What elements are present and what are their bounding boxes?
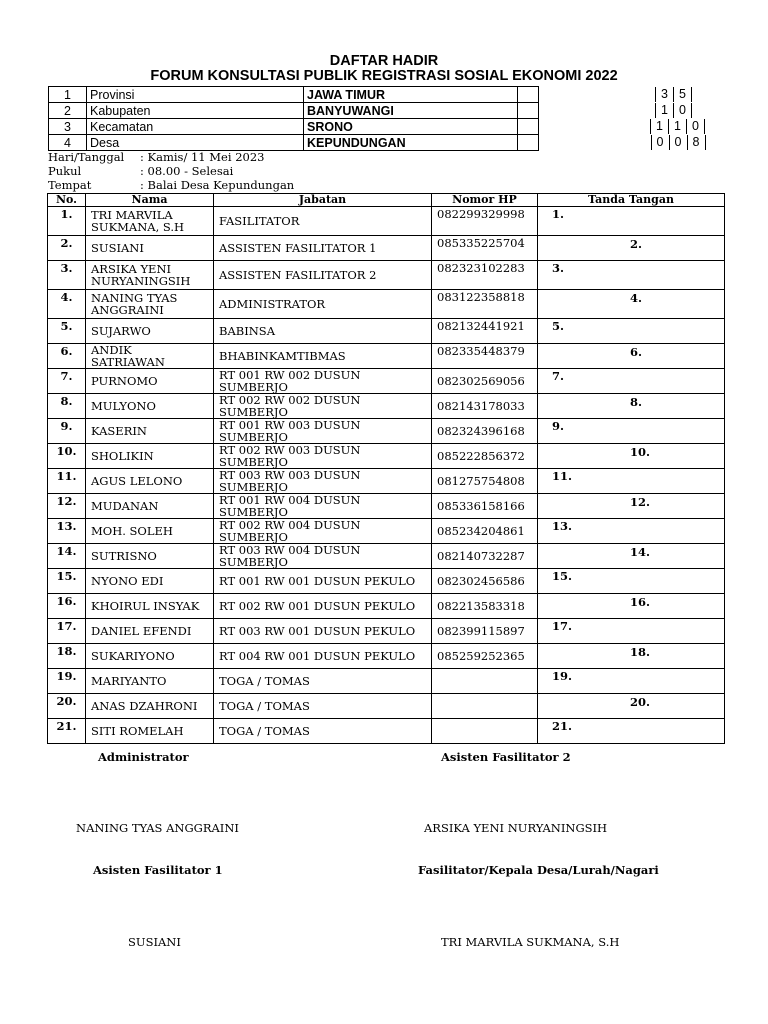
row-no: 13.	[48, 519, 86, 544]
row-nama: ARSIKA YENI NURYANINGSIH	[86, 261, 214, 290]
signature-number: 16.	[630, 595, 651, 609]
header-hp: Nomor HP	[432, 194, 538, 207]
row-hp	[432, 719, 538, 744]
row-jabatan: RT 003 RW 004 DUSUN SUMBERJO	[214, 544, 432, 569]
row-signature	[538, 419, 725, 444]
region-no: 3	[49, 119, 87, 135]
row-jabatan: ADMINISTRATOR	[214, 290, 432, 319]
row-jabatan: RT 001 RW 002 DUSUN SUMBERJO	[214, 369, 432, 394]
row-no: 3.	[48, 261, 86, 290]
row-hp: 082302569056	[432, 369, 538, 394]
row-nama: MOH. SOLEH	[86, 519, 214, 544]
row-nama: SUKARIYONO	[86, 644, 214, 669]
row-jabatan: ASSISTEN FASILITATOR 2	[214, 261, 432, 290]
table-row	[48, 319, 725, 344]
region-code-digit: 8	[687, 135, 706, 150]
header-no: No.	[48, 194, 86, 207]
table-row	[48, 261, 725, 290]
row-jabatan: RT 001 RW 003 DUSUN SUMBERJO	[214, 419, 432, 444]
row-no: 18.	[48, 644, 86, 669]
table-row	[48, 369, 725, 394]
row-nama: PURNOMO	[86, 369, 214, 394]
region-code-digit: 0	[673, 103, 692, 118]
row-hp: 082143178033	[432, 394, 538, 419]
table-row	[48, 594, 725, 619]
table-row	[48, 619, 725, 644]
table-row	[48, 544, 725, 569]
row-signature	[538, 519, 725, 544]
table-row	[48, 669, 725, 694]
row-no: 20.	[48, 694, 86, 719]
row-no: 21.	[48, 719, 86, 744]
table-row	[48, 494, 725, 519]
row-nama: KASERIN	[86, 419, 214, 444]
region-spacer	[518, 87, 539, 103]
row-jabatan: RT 001 RW 001 DUSUN PEKULO	[214, 569, 432, 594]
row-no: 10.	[48, 444, 86, 469]
row-hp	[432, 694, 538, 719]
attendance-header	[48, 194, 725, 207]
footer-name-admin: NANING TYAS ANGGRAINI	[76, 821, 239, 835]
row-signature	[538, 544, 725, 569]
row-nama: AGUS LELONO	[86, 469, 214, 494]
row-signature	[538, 594, 725, 619]
row-signature	[538, 319, 725, 344]
signature-number: 21.	[552, 719, 573, 733]
region-value: SRONO	[304, 119, 518, 135]
table-row	[48, 290, 725, 319]
region-value: KEPUNDUNGAN	[304, 135, 518, 151]
row-no: 5.	[48, 319, 86, 344]
row-nama: SUJARWO	[86, 319, 214, 344]
table-row	[48, 469, 725, 494]
table-row	[48, 344, 725, 369]
region-code-digit: 5	[673, 87, 692, 102]
row-jabatan: RT 002 RW 002 DUSUN SUMBERJO	[214, 394, 432, 419]
info-time	[48, 165, 233, 178]
region-row	[49, 135, 706, 151]
region-label: Kecamatan	[87, 119, 304, 135]
region-value: JAWA TIMUR	[304, 87, 518, 103]
row-signature	[538, 669, 725, 694]
signature-number: 3.	[552, 261, 565, 275]
row-nama: MARIYANTO	[86, 669, 214, 694]
row-nama: TRI MARVILA SUKMANA, S.H	[86, 207, 214, 236]
row-hp: 082335448379	[432, 344, 538, 369]
row-jabatan: RT 004 RW 001 DUSUN PEKULO	[214, 644, 432, 669]
row-no: 14.	[48, 544, 86, 569]
footer-role-asst1: Asisten Fasilitator 1	[93, 863, 223, 877]
row-jabatan: TOGA / TOMAS	[214, 694, 432, 719]
row-no: 11.	[48, 469, 86, 494]
signature-number: 15.	[552, 569, 573, 583]
row-hp: 085336158166	[432, 494, 538, 519]
region-row	[49, 119, 706, 135]
row-signature	[538, 344, 725, 369]
row-nama: DANIEL EFENDI	[86, 619, 214, 644]
region-no: 2	[49, 103, 87, 119]
row-nama: ANAS DZAHRONI	[86, 694, 214, 719]
row-jabatan: TOGA / TOMAS	[214, 719, 432, 744]
row-signature	[538, 619, 725, 644]
row-hp: 082324396168	[432, 419, 538, 444]
footer-name-asst2: ARSIKA YENI NURYANINGSIH	[424, 821, 608, 835]
row-signature	[538, 644, 725, 669]
row-hp: 082399115897	[432, 619, 538, 644]
row-no: 12.	[48, 494, 86, 519]
signature-number: 4.	[630, 291, 643, 305]
row-jabatan: RT 002 RW 001 DUSUN PEKULO	[214, 594, 432, 619]
row-signature	[538, 290, 725, 319]
row-hp: 082299329998	[432, 207, 538, 236]
signature-number: 18.	[630, 645, 651, 659]
info-place-label: Tempat	[48, 178, 92, 192]
document-title: DAFTAR HADIR	[329, 53, 439, 69]
signature-number: 9.	[552, 419, 565, 433]
row-jabatan: BHABINKAMTIBMAS	[214, 344, 432, 369]
row-signature	[538, 207, 725, 236]
signature-number: 17.	[552, 619, 573, 633]
row-hp: 085259252365	[432, 644, 538, 669]
footer-role-fasil: Fasilitator/Kepala Desa/Lurah/Nagari	[418, 863, 659, 877]
info-date-label: Hari/Tanggal	[48, 150, 125, 164]
signature-number: 14.	[630, 545, 651, 559]
signature-number: 8.	[630, 395, 643, 409]
signature-number: 13.	[552, 519, 573, 533]
row-nama: SUTRISNO	[86, 544, 214, 569]
region-spacer	[518, 119, 539, 135]
region-code-digit: 0	[686, 119, 705, 134]
row-jabatan: RT 002 RW 004 DUSUN SUMBERJO	[214, 519, 432, 544]
row-hp: 085222856372	[432, 444, 538, 469]
region-code-digit: 1	[668, 119, 686, 134]
region-code-digit: 1	[650, 119, 668, 134]
header-nama: Nama	[86, 194, 214, 207]
row-hp: 082323102283	[432, 261, 538, 290]
table-row	[48, 236, 725, 261]
row-jabatan: ASSISTEN FASILITATOR 1	[214, 236, 432, 261]
row-hp	[432, 669, 538, 694]
row-signature	[538, 494, 725, 519]
signature-number: 12.	[630, 495, 651, 509]
row-no: 4.	[48, 290, 86, 319]
row-jabatan: RT 002 RW 003 DUSUN SUMBERJO	[214, 444, 432, 469]
row-hp: 081275754808	[432, 469, 538, 494]
row-no: 6.	[48, 344, 86, 369]
row-signature	[538, 469, 725, 494]
row-nama: KHOIRUL INSYAK	[86, 594, 214, 619]
footer-role-asst2: Asisten Fasilitator 2	[441, 750, 571, 764]
row-no: 2.	[48, 236, 86, 261]
region-spacer	[518, 103, 539, 119]
signature-number: 19.	[552, 669, 573, 683]
row-no: 7.	[48, 369, 86, 394]
info-time-value: : 08.00 - Selesai	[140, 164, 234, 178]
document-subtitle: FORUM KONSULTASI PUBLIK REGISTRASI SOSIAL EKONOMI 2022	[150, 68, 618, 84]
row-hp: 085335225704	[432, 236, 538, 261]
attendance-table	[47, 193, 725, 744]
region-spacer	[518, 135, 539, 151]
signature-number: 10.	[630, 445, 651, 459]
row-jabatan: RT 001 RW 004 DUSUN SUMBERJO	[214, 494, 432, 519]
row-nama: ANDIK SATRIAWAN	[86, 344, 214, 369]
region-code-digit: 1	[655, 103, 673, 118]
info-place-value: : Balai Desa Kepundungan	[140, 178, 295, 192]
info-date	[48, 151, 264, 164]
signature-number: 1.	[552, 207, 565, 221]
region-row	[49, 103, 706, 119]
row-no: 16.	[48, 594, 86, 619]
header-jabatan: Jabatan	[214, 194, 432, 207]
row-signature	[538, 394, 725, 419]
region-code	[538, 103, 705, 119]
region-no: 1	[49, 87, 87, 103]
row-signature	[538, 236, 725, 261]
table-row	[48, 644, 725, 669]
row-no: 1.	[48, 207, 86, 236]
row-no: 9.	[48, 419, 86, 444]
row-signature	[538, 719, 725, 744]
row-hp: 082302456586	[432, 569, 538, 594]
row-jabatan: BABINSA	[214, 319, 432, 344]
footer-name-fasil: TRI MARVILA SUKMANA, S.H	[441, 935, 620, 949]
row-nama: MUDANAN	[86, 494, 214, 519]
row-no: 8.	[48, 394, 86, 419]
row-hp: 082132441921	[432, 319, 538, 344]
region-code-digit: 0	[669, 135, 687, 150]
row-hp: 082140732287	[432, 544, 538, 569]
row-nama: SITI ROMELAH	[86, 719, 214, 744]
row-hp: 083122358818	[432, 290, 538, 319]
row-hp: 082213583318	[432, 594, 538, 619]
signature-number: 20.	[630, 695, 651, 709]
region-no: 4	[49, 135, 87, 151]
table-row	[48, 419, 725, 444]
region-row	[49, 87, 706, 103]
info-date-value: : Kamis/ 11 Mei 2023	[140, 150, 265, 164]
signature-number: 6.	[630, 345, 643, 359]
table-row	[48, 694, 725, 719]
table-row	[48, 569, 725, 594]
region-code-digit: 0	[651, 135, 669, 150]
row-nama: SHOLIKIN	[86, 444, 214, 469]
row-jabatan: RT 003 RW 003 DUSUN SUMBERJO	[214, 469, 432, 494]
row-signature	[538, 369, 725, 394]
region-code	[538, 135, 705, 151]
table-row	[48, 394, 725, 419]
signature-number: 5.	[552, 319, 565, 333]
row-nama: NYONO EDI	[86, 569, 214, 594]
row-jabatan: TOGA / TOMAS	[214, 669, 432, 694]
region-code-digit: 3	[655, 87, 673, 102]
row-nama: NANING TYAS ANGGRAINI	[86, 290, 214, 319]
info-place	[48, 179, 294, 192]
region-code	[538, 87, 705, 103]
signature-number: 11.	[552, 469, 573, 483]
row-no: 17.	[48, 619, 86, 644]
table-row	[48, 719, 725, 744]
table-row	[48, 444, 725, 469]
row-no: 19.	[48, 669, 86, 694]
row-signature	[538, 444, 725, 469]
row-signature	[538, 694, 725, 719]
row-jabatan: FASILITATOR	[214, 207, 432, 236]
region-label: Kabupaten	[87, 103, 304, 119]
footer-role-admin: Administrator	[98, 750, 189, 764]
row-jabatan: RT 003 RW 001 DUSUN PEKULO	[214, 619, 432, 644]
footer-name-asst1: SUSIANI	[128, 935, 181, 949]
row-signature	[538, 261, 725, 290]
region-label: Desa	[87, 135, 304, 151]
row-nama: MULYONO	[86, 394, 214, 419]
signature-number: 2.	[630, 237, 643, 251]
row-no: 15.	[48, 569, 86, 594]
table-row	[48, 207, 725, 236]
info-time-label: Pukul	[48, 164, 82, 178]
region-code	[538, 119, 705, 135]
table-row	[48, 519, 725, 544]
row-hp: 085234204861	[432, 519, 538, 544]
signature-number: 7.	[552, 369, 565, 383]
region-value: BANYUWANGI	[304, 103, 518, 119]
header-signature: Tanda Tangan	[538, 194, 725, 207]
region-label: Provinsi	[87, 87, 304, 103]
row-signature	[538, 569, 725, 594]
region-table	[48, 86, 706, 151]
row-nama: SUSIANI	[86, 236, 214, 261]
